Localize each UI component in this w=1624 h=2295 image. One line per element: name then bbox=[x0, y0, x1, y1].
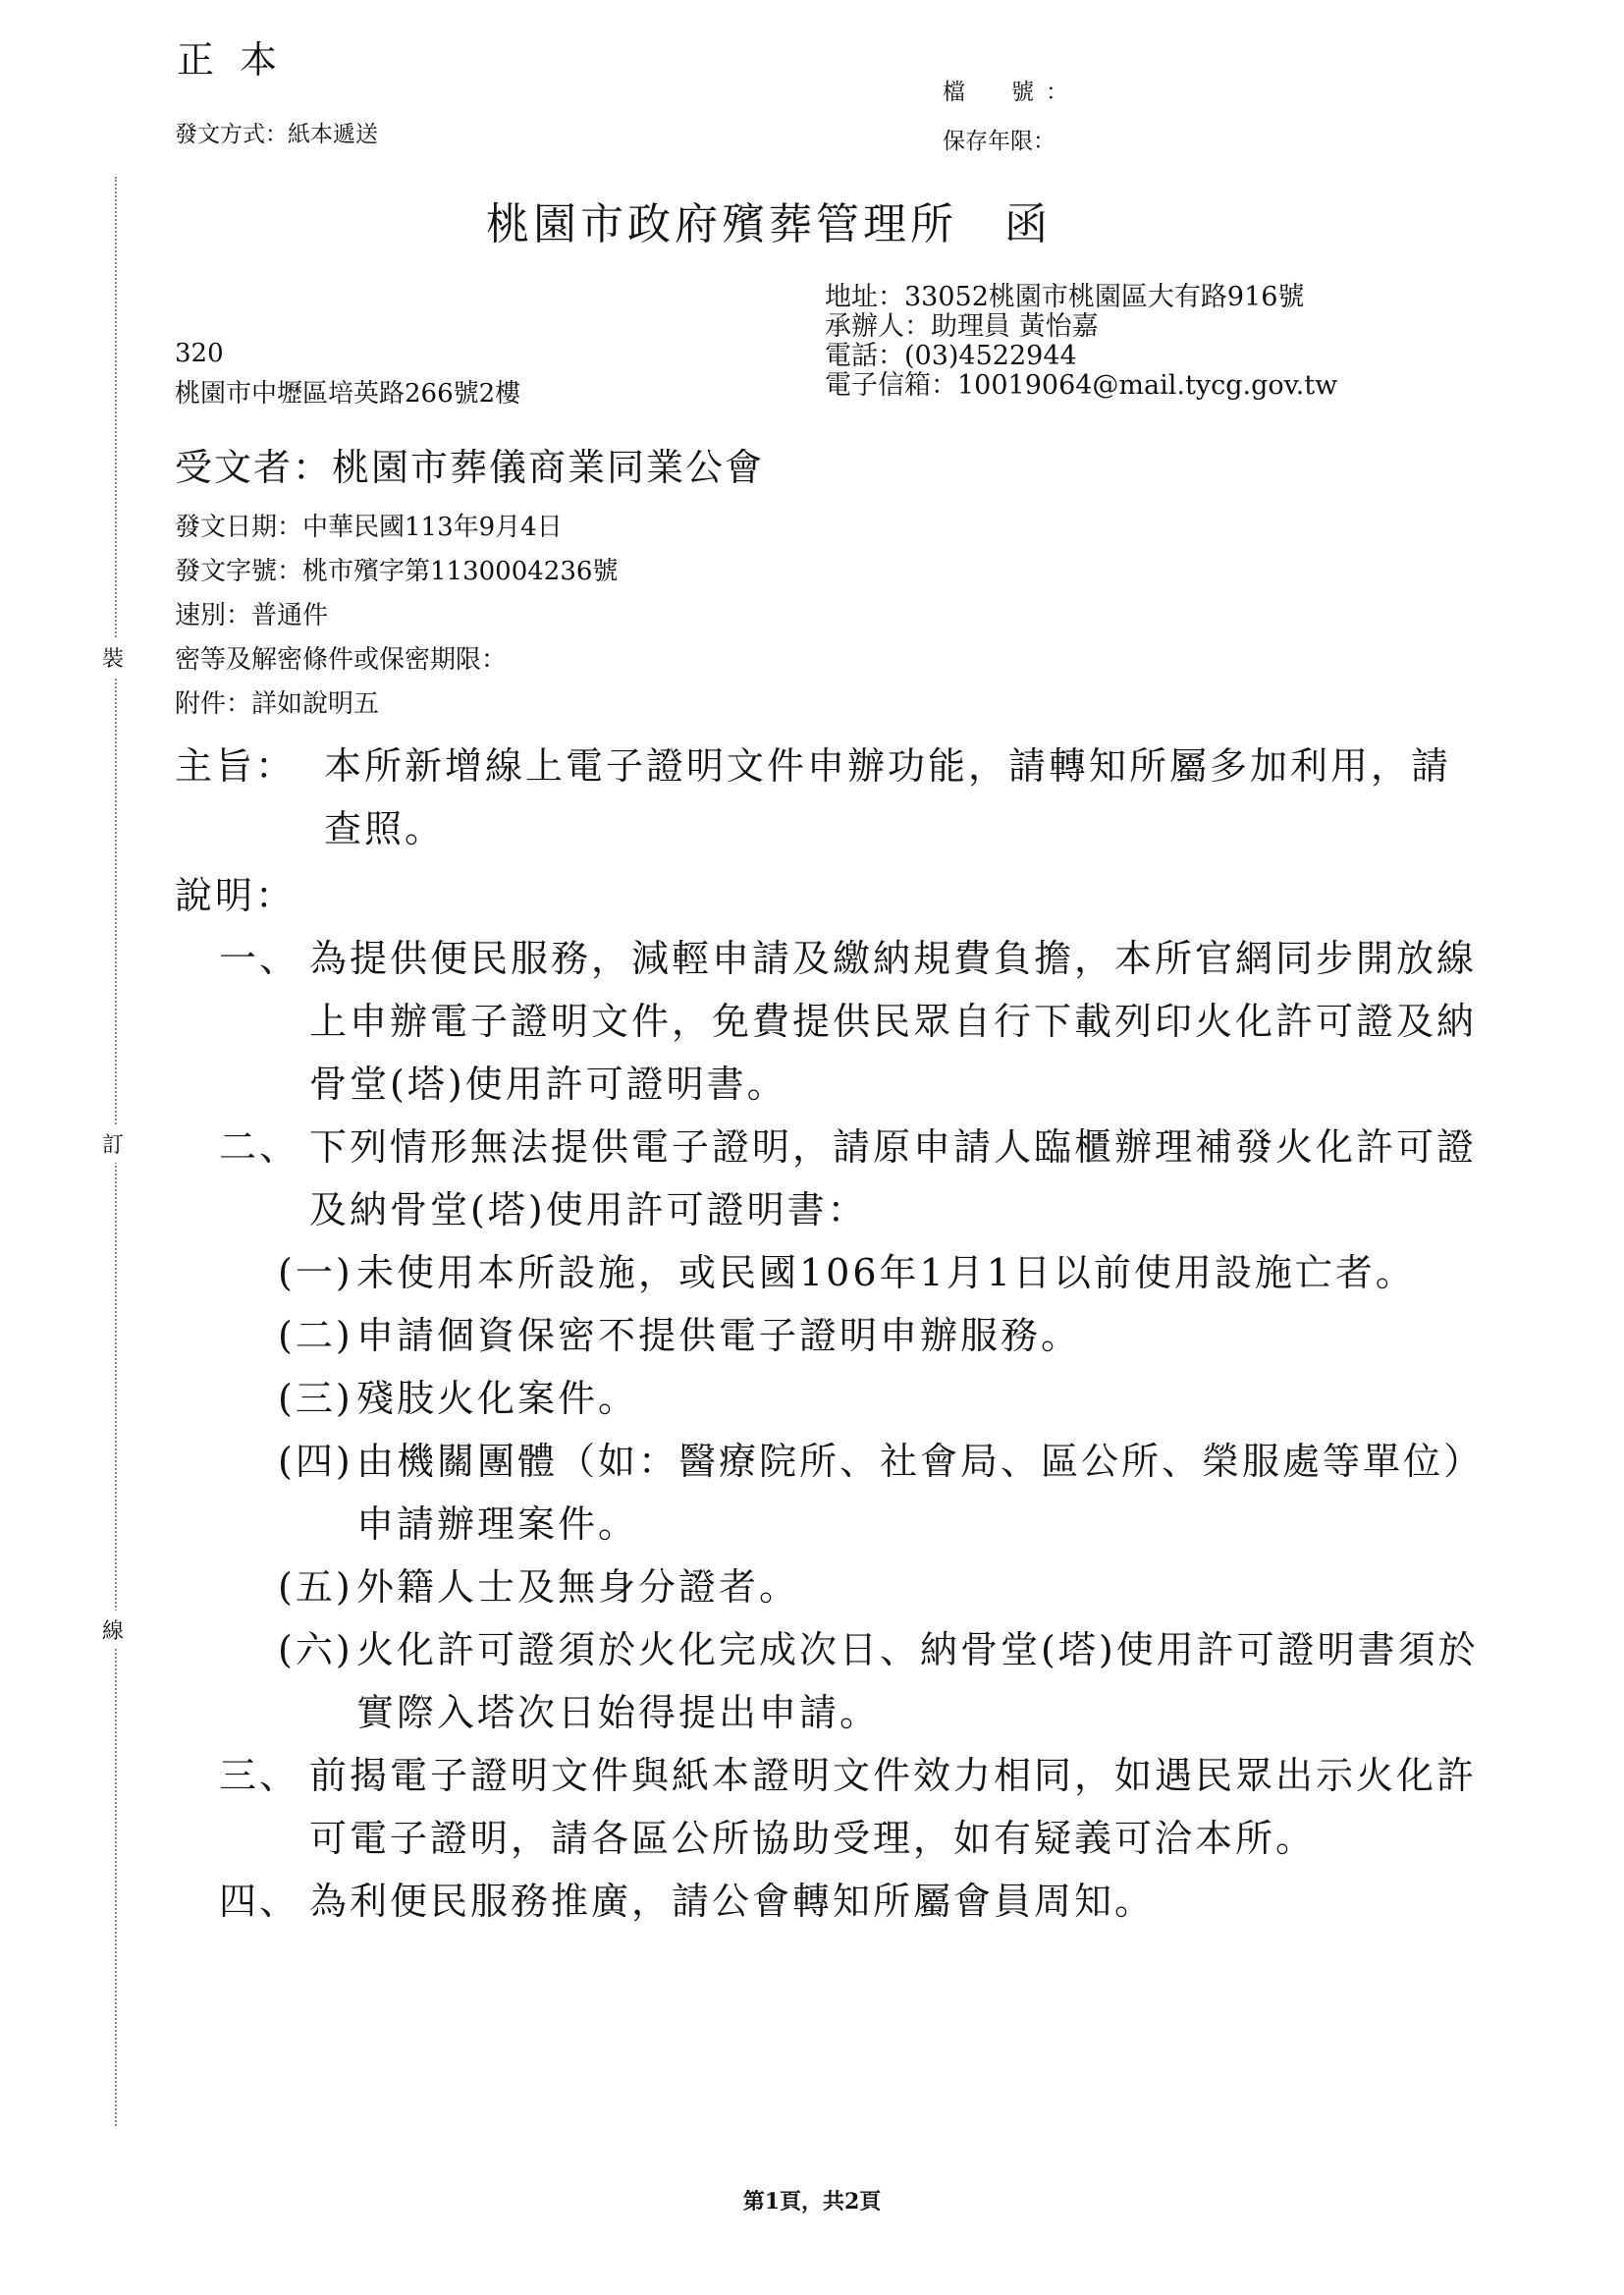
description-item bbox=[175, 1744, 1481, 1870]
sender-address: 地址：33052桃園市桃園區大有路916號 bbox=[825, 282, 1305, 312]
page-number: 第1頁，共2頁 bbox=[742, 2189, 882, 2214]
send-method: 發文方式：紙本遞送 bbox=[175, 122, 378, 147]
recipient-address: 桃園市中壢區培英路266號2樓 bbox=[175, 379, 521, 409]
subitem-number: (一) bbox=[278, 1251, 353, 1294]
subject-text: 本所新增線上電子證明文件申辦功能，請轉知所屬多加利用，請查照。 bbox=[324, 744, 1452, 850]
item-number: 二、 bbox=[219, 1125, 300, 1169]
item-text: 為提供便民服務，減輕申請及繳納規費負擔，本所官網同步開放線上申辦電子證明文件，免費提供民眾自行下載列印火化許可證及納骨堂(塔)使用許可證明書。 bbox=[309, 937, 1478, 1106]
attachment: 附件：詳如說明五 bbox=[175, 689, 380, 719]
item-text: 前揭電子證明文件與紙本證明文件效力相同，如遇民眾出示火化許可電子證明，請各區公所協助受理，如有疑義可洽本所。 bbox=[309, 1754, 1478, 1860]
subitem-number: (四) bbox=[278, 1440, 353, 1483]
document-body bbox=[175, 735, 1481, 1933]
sender-handler: 承辦人：助理員 黃怡嘉 bbox=[825, 311, 1099, 342]
secrecy-level: 密等及解密條件或保密期限： bbox=[175, 645, 508, 675]
document-meta bbox=[175, 506, 618, 727]
recipient-postal-code: 320 bbox=[175, 339, 224, 368]
subject-label: 主旨： bbox=[175, 744, 297, 788]
subitem-text: 由機關團體（如：醫療院所、社會局、區公所、榮服處等單位）申請辦理案件。 bbox=[356, 1440, 1466, 1546]
description-label: 說明： bbox=[175, 874, 297, 917]
issue-date: 發文日期：中華民國113年9月4日 bbox=[175, 513, 563, 542]
subitem-text: 申請個資保密不提供電子證明申辦服務。 bbox=[356, 1314, 1082, 1357]
subitem-number: (六) bbox=[278, 1628, 353, 1671]
item-number: 三、 bbox=[219, 1754, 300, 1797]
document-number: 發文字號：桃市殯字第1130004236號 bbox=[175, 557, 619, 586]
description-subitem bbox=[175, 1618, 1481, 1744]
subitem-text: 未使用本所設施，或民國106年1月1日以前使用設施亡者。 bbox=[356, 1251, 1416, 1294]
item-text: 為利便民服務推廣，請公會轉知所屬會員周知。 bbox=[309, 1880, 1156, 1923]
description-subitem bbox=[175, 1241, 1481, 1304]
description-item bbox=[175, 1870, 1481, 1933]
document-title: 桃園市政府殯葬管理所 函 bbox=[486, 199, 1052, 249]
sender-email: 電子信箱：10019064@mail.tycg.gov.tw bbox=[825, 370, 1338, 401]
sender-phone: 電話：(03)4522944 bbox=[825, 341, 1077, 371]
subitem-text: 外籍人士及無身分證者。 bbox=[356, 1565, 800, 1609]
binding-mark-2: 訂 bbox=[102, 1124, 124, 1163]
description-subitem bbox=[175, 1430, 1481, 1556]
retention-period-label: 保存年限： bbox=[943, 129, 1056, 154]
binding-mark-1: 裝 bbox=[102, 638, 124, 677]
item-number: 四、 bbox=[219, 1880, 300, 1923]
subitem-number: (五) bbox=[278, 1565, 353, 1609]
sender-contact-block bbox=[825, 283, 1337, 401]
archive-number-label: 檔 號： bbox=[943, 80, 1080, 105]
recipient: 受文者：桃園市葬儀商業同業公會 bbox=[175, 446, 765, 489]
description-item bbox=[175, 927, 1481, 1116]
binding-mark-3: 線 bbox=[102, 1611, 124, 1649]
item-number: 一、 bbox=[219, 937, 300, 980]
description-subitem bbox=[175, 1304, 1481, 1367]
item-text: 下列情形無法提供電子證明，請原申請人臨櫃辦理補發火化許可證及納骨堂(塔)使用許可證明書： bbox=[309, 1125, 1478, 1231]
copy-mark: 正本 bbox=[177, 38, 303, 82]
subitem-number: (三) bbox=[278, 1377, 353, 1420]
subitem-number: (二) bbox=[278, 1314, 353, 1357]
subitem-text: 火化許可證須於火化完成次日、納骨堂(塔)使用許可證明書須於實際入塔次日始得提出申請。 bbox=[356, 1628, 1479, 1734]
description-subitem bbox=[175, 1367, 1481, 1430]
speed-class: 速別：普通件 bbox=[175, 601, 329, 630]
description-item bbox=[175, 1116, 1481, 1241]
subitem-text: 殘肢火化案件。 bbox=[356, 1377, 639, 1420]
subject bbox=[175, 735, 1481, 860]
description-subitem bbox=[175, 1556, 1481, 1618]
